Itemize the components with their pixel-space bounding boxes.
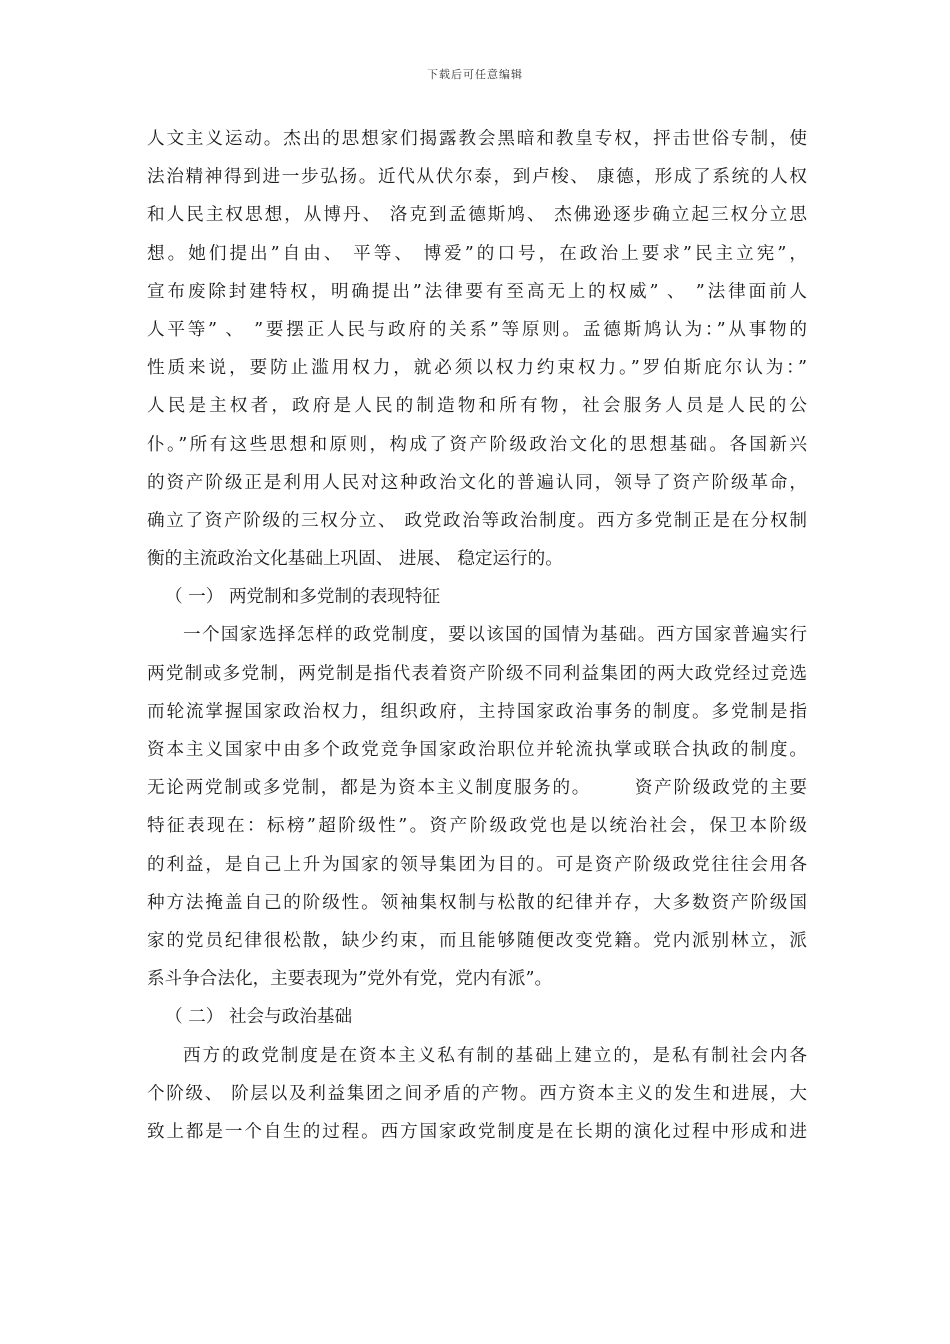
text-line: 想。她们提出”自由、 平等、 博爱”的口号，在政治上要求”民主立宪”， <box>147 243 807 264</box>
text-line: 致上都是一个自生的过程。西方国家政党制度是在长期的演化过程中形成和进 <box>147 1121 807 1142</box>
text-line: 确立了资产阶级的三权分立、 政党政治等政治制度。西方多党制正是在分权制 <box>147 510 807 531</box>
text-line: 宣布废除封建特权，明确提出”法律要有至高无上的权威” 、 ”法律面前人 <box>147 281 807 302</box>
text-line: 特征表现在：标榜”超阶级性”。资产阶级政党也是以统治社会，保卫本阶级 <box>147 816 807 837</box>
section-heading: （ 二） 社会与政治基础 <box>165 1007 353 1028</box>
text-line: 种方法掩盖自己的阶级性。领袖集权制与松散的纪律并存，大多数资产阶级国 <box>147 892 807 913</box>
text-line: 和人民主权思想，从博丹、 洛克到孟德斯鸠、 杰佛逊逐步确立起三权分立思 <box>147 205 807 226</box>
text-line: 资本主义国家中由多个政党竞争国家政治职位并轮流执掌或联合执政的制度。 <box>147 740 807 760</box>
text-line: 性质来说，要防止滥用权力，就必须以权力约束权力。”罗伯斯庇尔认为：” <box>147 358 807 379</box>
text-line: 的利益，是自己上升为国家的领导集团为目的。可是资产阶级政党往往会用各 <box>147 854 807 875</box>
text-line: 家的党员纪律很松散，缺少约束，而且能够随便改变党籍。党内派别林立，派 <box>147 930 807 951</box>
text-line: 人平等” 、 ”要摆正人民与政府的关系”等原则。孟德斯鸠认为：”从事物的 <box>147 319 807 340</box>
section-heading: （ 一） 两党制和多党制的表现特征 <box>165 587 441 608</box>
document-body <box>147 120 807 1151</box>
text-line: 法治精神得到进一步弘扬。近代从伏尔泰，到卢梭、 康德，形成了系统的人权 <box>147 167 807 188</box>
text-line: 的资产阶级正是利用人民对这种政治文化的普遍认同，领导了资产阶级革命， <box>147 472 807 493</box>
text-line: 衡的主流政治文化基础上巩固、 进展、 稳定运行的。 <box>147 549 563 570</box>
text-line: 一个国家选择怎样的政党制度，要以该国的国情为基础。西方国家普遍实行 <box>183 625 807 646</box>
text-line: 仆。”所有这些思想和原则，构成了资产阶级政治文化的思想基础。各国新兴 <box>147 434 807 455</box>
page-header: 下载后可任意编辑 <box>427 68 523 81</box>
text-line: 个阶级、 阶层以及利益集团之间矛盾的产物。西方资本主义的发生和进展，大 <box>147 1083 807 1104</box>
text-line: 系斗争合法化，主要表现为”党外有党，党内有派”。 <box>147 969 553 990</box>
text-line: 西方的政党制度是在资本主义私有制的基础上建立的，是私有制社会内各 <box>183 1045 807 1066</box>
text-line: 而轮流掌握国家政治权力，组织政府，主持国家政治事务的制度。多党制是指 <box>147 701 807 722</box>
text-line: 无论两党制或多党制，都是为资本主义制度服务的。 资产阶级政党的主要 <box>147 778 807 799</box>
text-line: 两党制或多党制，两党制是指代表着资产阶级不同利益集团的两大政党经过竞选 <box>147 663 807 684</box>
text-line: 人文主义运动。杰出的思想家们揭露教会黑暗和教皇专权，抨击世俗专制，使 <box>147 129 807 149</box>
text-line: 人民是主权者，政府是人民的制造物和所有物，社会服务人员是人民的公 <box>147 396 807 417</box>
